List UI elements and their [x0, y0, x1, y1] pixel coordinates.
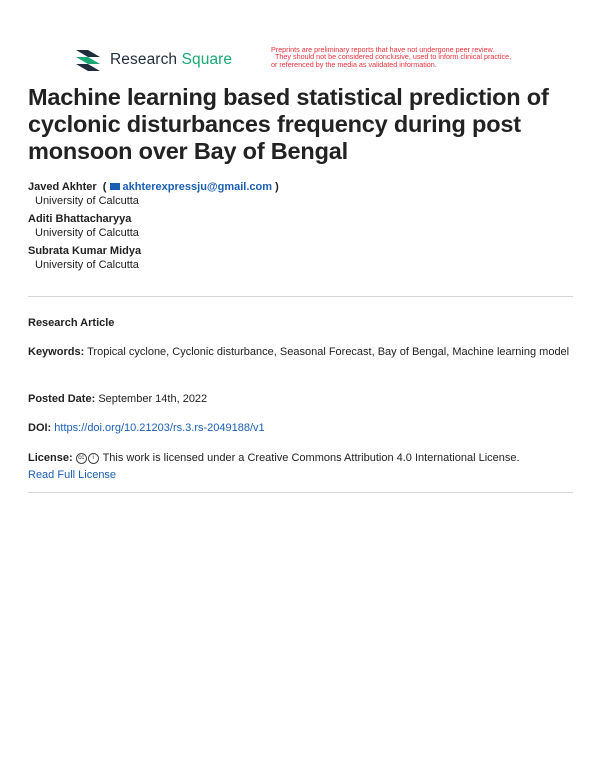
keywords-value: Tropical cyclone, Cyclonic disturbance, Seasonal Forecast, Bay of Bengal, Machine learning model: [87, 346, 570, 358]
attribution-icon: i: [88, 453, 99, 464]
article-type: Research Article: [28, 317, 115, 329]
keywords: [28, 344, 573, 361]
author-email-link[interactable]: akhterexpressju@gmail.com: [122, 181, 273, 193]
author-name: Aditi Bhattacharyya: [28, 213, 132, 225]
brand-name: Research Square: [110, 51, 233, 68]
doi: [28, 420, 573, 437]
envelope-icon: [110, 183, 120, 190]
license-label: License:: [28, 452, 73, 464]
research-square-logo-icon: [74, 48, 104, 72]
research-square-logo[interactable]: [74, 48, 232, 72]
preprint-disclaimer: [271, 46, 546, 68]
cc-icon: cc: [76, 453, 87, 464]
author-name: Subrata Kumar Midya: [28, 245, 142, 257]
author-affiliation: University of Calcutta: [35, 227, 139, 239]
posted-date: [28, 391, 573, 408]
author-name: Javed Akhter ( akhterexpressju@gmail.com ): [28, 181, 279, 193]
keywords-label: Keywords:: [28, 346, 85, 358]
header: [74, 46, 544, 76]
posted-date-label: Posted Date:: [28, 393, 96, 405]
license-text: This work is licensed under a Creative Commons Attribution 4.0 International License.: [102, 452, 520, 464]
disclaimer-line: Preprints are preliminary reports that have not undergone peer review.: [271, 45, 495, 54]
divider: [28, 492, 573, 493]
posted-date-value: September 14th, 2022: [98, 393, 208, 405]
author-affiliation: University of Calcutta: [35, 195, 139, 207]
author-affiliation: University of Calcutta: [35, 259, 139, 271]
doi-label: DOI:: [28, 422, 52, 434]
read-full-license-link[interactable]: Read Full License: [28, 469, 117, 481]
license: [28, 450, 573, 484]
divider: [28, 296, 573, 297]
author-list: [28, 180, 573, 276]
paper-title: Machine learning based statistical prediction of cyclonic disturbances frequency during post monsoon over Bay of Bengal: [28, 84, 549, 164]
disclaimer-line: They should not be considered conclusive, used to inform clinical practice,: [275, 52, 512, 62]
doi-link[interactable]: https://doi.org/10.21203/rs.3.rs-2049188/v1: [54, 422, 265, 434]
disclaimer-line: or referenced by the media as validated information.: [271, 59, 437, 69]
